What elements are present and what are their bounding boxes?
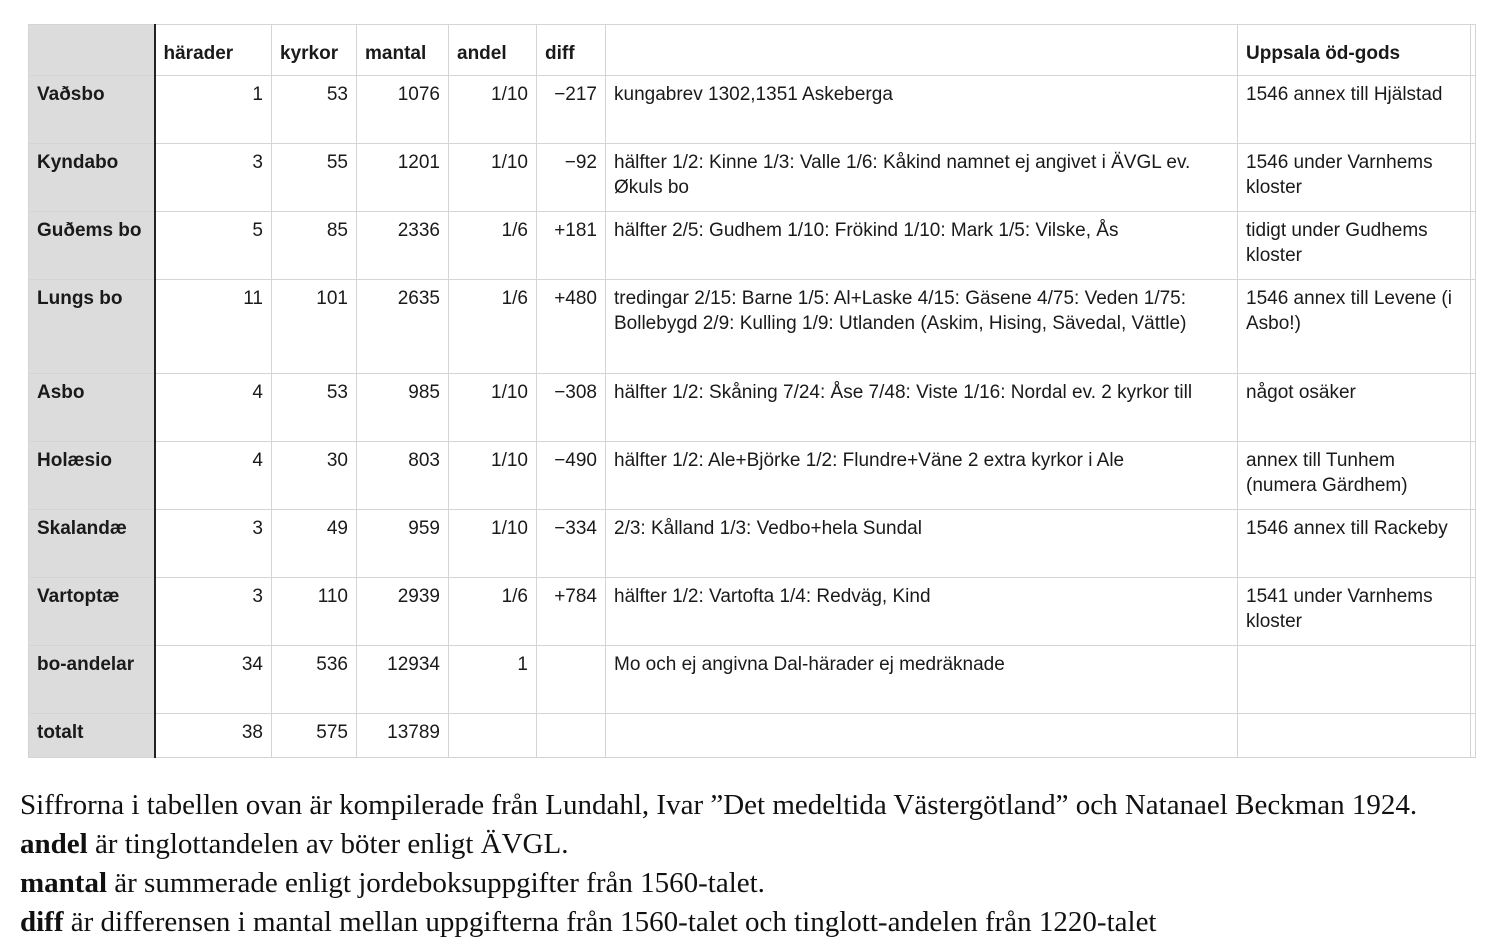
cell-mantal: 803 bbox=[357, 442, 449, 510]
cell-andel: 1/6 bbox=[449, 280, 537, 374]
cell-mantal: 1201 bbox=[357, 144, 449, 212]
row-name: Skalandæ bbox=[29, 510, 155, 578]
cell-mantal: 2336 bbox=[357, 212, 449, 280]
cell-andel: 1/10 bbox=[449, 374, 537, 442]
cell-extra bbox=[1471, 144, 1476, 212]
cell-harader: 1 bbox=[155, 76, 272, 144]
cell-note bbox=[606, 714, 1238, 758]
cell-diff: −490 bbox=[537, 442, 606, 510]
cell-uppsala: 1546 annex till Levene (i Asbo!) bbox=[1238, 280, 1471, 374]
table-row bbox=[29, 646, 1476, 714]
cell-mantal: 985 bbox=[357, 374, 449, 442]
row-name: Lungs bo bbox=[29, 280, 155, 374]
cell-andel: 1 bbox=[449, 646, 537, 714]
cell-note: kungabrev 1302,1351 Askeberga bbox=[606, 76, 1238, 144]
table-row bbox=[29, 578, 1476, 646]
cell-harader: 4 bbox=[155, 374, 272, 442]
cell-uppsala: tidigt under Gudhems kloster bbox=[1238, 212, 1471, 280]
table-row bbox=[29, 714, 1476, 758]
header-extra bbox=[1471, 25, 1476, 76]
cell-andel: 1/6 bbox=[449, 578, 537, 646]
cell-kyrkor: 53 bbox=[272, 76, 357, 144]
table-row bbox=[29, 212, 1476, 280]
cell-uppsala: 1541 under Varnhems kloster bbox=[1238, 578, 1471, 646]
header-andel: andel bbox=[449, 25, 537, 76]
cell-extra bbox=[1471, 442, 1476, 510]
cell-andel: 1/10 bbox=[449, 510, 537, 578]
cell-uppsala: 1546 under Varnhems kloster bbox=[1238, 144, 1471, 212]
cell-diff bbox=[537, 646, 606, 714]
cell-note: hälfter 2/5: Gudhem 1/10: Frökind 1/10: Mark 1/5: Vilske, Ås bbox=[606, 212, 1238, 280]
cell-extra bbox=[1471, 714, 1476, 758]
cell-diff: +480 bbox=[537, 280, 606, 374]
cell-uppsala bbox=[1238, 646, 1471, 714]
cell-note: hälfter 1/2: Vartofta 1/4: Redväg, Kind bbox=[606, 578, 1238, 646]
caption-source: Siffrorna i tabellen ovan är kompilerade från Lundahl, Ivar ”Det medeltida Västergötland” och Natanael Beckman 1924. bbox=[20, 789, 1418, 821]
cell-extra bbox=[1471, 646, 1476, 714]
cell-diff: +181 bbox=[537, 212, 606, 280]
cell-kyrkor: 575 bbox=[272, 714, 357, 758]
caption-diff-term: diff bbox=[20, 906, 64, 938]
cell-andel: 1/6 bbox=[449, 212, 537, 280]
caption-line-diff bbox=[20, 903, 1490, 942]
cell-andel: 1/10 bbox=[449, 76, 537, 144]
row-name: totalt bbox=[29, 714, 155, 758]
cell-note: 2/3: Kålland 1/3: Vedbo+hela Sundal bbox=[606, 510, 1238, 578]
cell-uppsala: 1546 annex till Rackeby bbox=[1238, 510, 1471, 578]
cell-mantal: 2939 bbox=[357, 578, 449, 646]
header-harader: härader bbox=[155, 25, 272, 76]
cell-andel: 1/10 bbox=[449, 144, 537, 212]
cell-kyrkor: 53 bbox=[272, 374, 357, 442]
cell-diff bbox=[537, 714, 606, 758]
cell-andel: 1/10 bbox=[449, 442, 537, 510]
cell-extra bbox=[1471, 374, 1476, 442]
caption-diff-def: är differensen i mantal mellan uppgifterna från 1560-talet och tinglott-andelen från 1220-talet bbox=[63, 906, 1157, 938]
row-name: Vaðsbo bbox=[29, 76, 155, 144]
cell-kyrkor: 536 bbox=[272, 646, 357, 714]
cell-harader: 34 bbox=[155, 646, 272, 714]
cell-kyrkor: 55 bbox=[272, 144, 357, 212]
cell-kyrkor: 85 bbox=[272, 212, 357, 280]
header-mantal: mantal bbox=[357, 25, 449, 76]
caption-mantal-term: mantal bbox=[20, 867, 107, 899]
cell-diff: −308 bbox=[537, 374, 606, 442]
row-name: bo-andelar bbox=[29, 646, 155, 714]
cell-harader: 3 bbox=[155, 510, 272, 578]
cell-note: hälfter 1/2: Skåning 7/24: Åse 7/48: Viste 1/16: Nordal ev. 2 kyrkor till bbox=[606, 374, 1238, 442]
header-kyrkor: kyrkor bbox=[272, 25, 357, 76]
cell-note: hälfter 1/2: Ale+Björke 1/2: Flundre+Väne 2 extra kyrkor i Ale bbox=[606, 442, 1238, 510]
header-uppsala: Uppsala öd-gods bbox=[1238, 25, 1471, 76]
header-diff: diff bbox=[537, 25, 606, 76]
caption-line-1 bbox=[20, 786, 1490, 864]
table-header-row bbox=[29, 25, 1476, 76]
cell-mantal: 1076 bbox=[357, 76, 449, 144]
row-name: Asbo bbox=[29, 374, 155, 442]
header-note bbox=[606, 25, 1238, 76]
cell-diff: −334 bbox=[537, 510, 606, 578]
cell-kyrkor: 30 bbox=[272, 442, 357, 510]
row-name: Kyndabo bbox=[29, 144, 155, 212]
cell-uppsala: annex till Tunhem (numera Gärdhem) bbox=[1238, 442, 1471, 510]
cell-extra bbox=[1471, 578, 1476, 646]
header-corner bbox=[29, 25, 155, 76]
row-name: Vartoptæ bbox=[29, 578, 155, 646]
cell-diff: −92 bbox=[537, 144, 606, 212]
cell-mantal: 2635 bbox=[357, 280, 449, 374]
cell-extra bbox=[1471, 76, 1476, 144]
table-row bbox=[29, 144, 1476, 212]
cell-harader: 3 bbox=[155, 144, 272, 212]
data-table bbox=[28, 24, 1476, 758]
table-row bbox=[29, 510, 1476, 578]
table-body bbox=[29, 76, 1476, 758]
cell-harader: 3 bbox=[155, 578, 272, 646]
cell-extra bbox=[1471, 280, 1476, 374]
cell-mantal: 12934 bbox=[357, 646, 449, 714]
cell-harader: 38 bbox=[155, 714, 272, 758]
cell-kyrkor: 110 bbox=[272, 578, 357, 646]
cell-kyrkor: 49 bbox=[272, 510, 357, 578]
caption-andel-def: är tinglottandelen av böter enligt ÄVGL. bbox=[87, 828, 569, 860]
row-name: Holæsio bbox=[29, 442, 155, 510]
table-row bbox=[29, 280, 1476, 374]
table-row bbox=[29, 76, 1476, 144]
cell-kyrkor: 101 bbox=[272, 280, 357, 374]
cell-extra bbox=[1471, 212, 1476, 280]
cell-extra bbox=[1471, 510, 1476, 578]
cell-diff: −217 bbox=[537, 76, 606, 144]
cell-uppsala bbox=[1238, 714, 1471, 758]
cell-mantal: 13789 bbox=[357, 714, 449, 758]
caption-andel-term: andel bbox=[20, 828, 88, 860]
cell-harader: 5 bbox=[155, 212, 272, 280]
cell-mantal: 959 bbox=[357, 510, 449, 578]
cell-uppsala: 1546 annex till Hjälstad bbox=[1238, 76, 1471, 144]
cell-note: tredingar 2/15: Barne 1/5: Al+Laske 4/15: Gäsene 4/75: Veden 1/75: Bollebygd 2/9: Kulling 1/9: Utlanden (Askim, Hising, Sävedal, Vättle) bbox=[606, 280, 1238, 374]
cell-andel bbox=[449, 714, 537, 758]
cell-note: hälfter 1/2: Kinne 1/3: Valle 1/6: Kåkind namnet ej angivet i ÄVGL ev. Økuls bo bbox=[606, 144, 1238, 212]
caption bbox=[20, 786, 1490, 942]
row-name: Guðems bo bbox=[29, 212, 155, 280]
cell-note: Mo och ej angivna Dal-härader ej medräknade bbox=[606, 646, 1238, 714]
cell-harader: 4 bbox=[155, 442, 272, 510]
caption-mantal-def: är summerade enligt jordeboksuppgifter från 1560-talet. bbox=[107, 867, 765, 899]
caption-line-mantal bbox=[20, 864, 1490, 903]
cell-uppsala: något osäker bbox=[1238, 374, 1471, 442]
table-row bbox=[29, 442, 1476, 510]
cell-diff: +784 bbox=[537, 578, 606, 646]
data-table-container bbox=[28, 24, 1476, 758]
cell-harader: 11 bbox=[155, 280, 272, 374]
table-row bbox=[29, 374, 1476, 442]
